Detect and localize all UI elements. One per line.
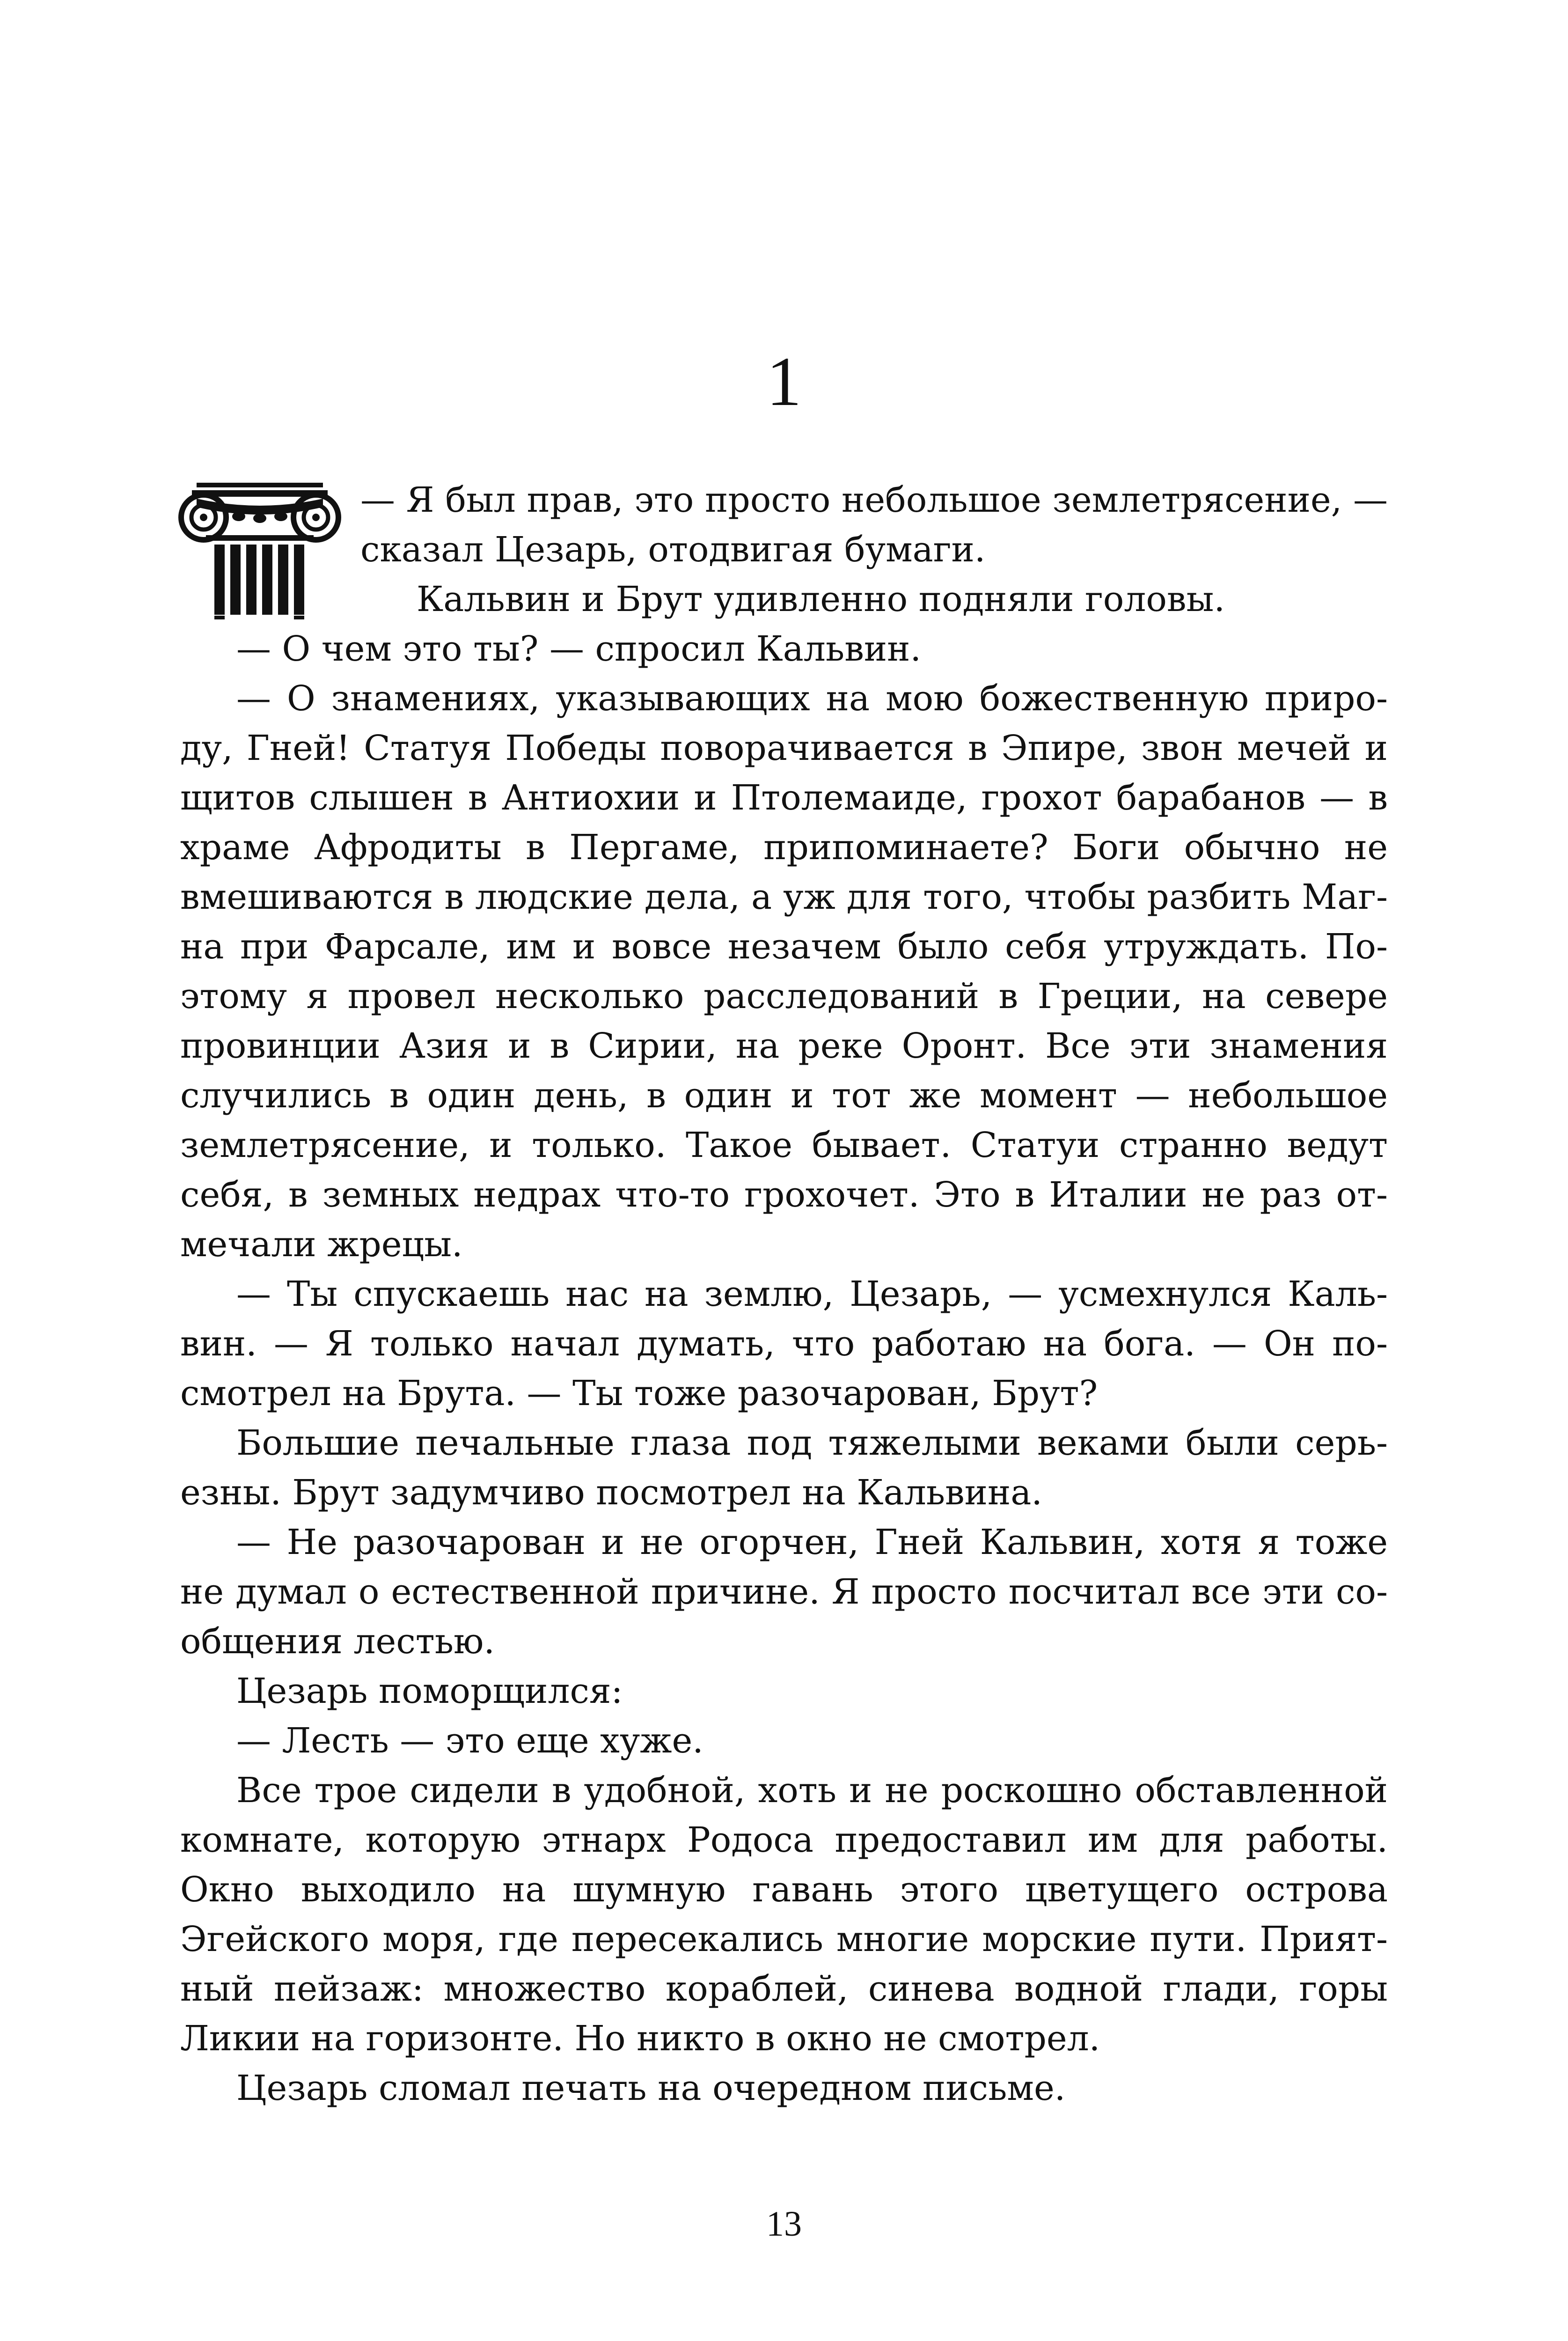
- page-number: 13: [766, 2204, 802, 2244]
- ionic-column-capital-icon: [178, 480, 342, 620]
- paragraph: Кальвин и Брут удивленно подняли головы.: [417, 579, 1225, 619]
- paragraph: Цезарь сломал печать на очередном письме.: [236, 2068, 1066, 2108]
- chapter-text: [180, 475, 1388, 2113]
- paragraph: — Я был прав, это просто небольшое землетрясение, — сказал Цезарь, отодвигая бумаги.: [360, 480, 1388, 570]
- paragraph: Большие печальные глаза под тяжелыми веками были серьезны. Брут задумчиво посмотрел на Кальвина.: [180, 1423, 1388, 1513]
- paragraph: — Не разочарован и не огорчен, Гней Кальвин, хотя я тоже не думал о естественной причине. Я просто посчитал все эти сообщения лестью.: [180, 1522, 1388, 1662]
- chapter-number: 1: [766, 343, 802, 420]
- paragraph: Все трое сидели в удобной, хоть и не роскошно обставленной комнате, которую этнарх Родоса предоставил им для работы. Окно выходило на шумную гавань этого цветущего острова Эгейского моря, где пересекались многие морские пути. Приятный пейзаж: множество кораблей, синева водной глади, горы Ликии на горизонте. Но никто в окно не смотрел.: [180, 1770, 1388, 2059]
- paragraph: — Лесть — это еще хуже.: [236, 1721, 703, 1761]
- paragraph: Цезарь поморщился:: [236, 1671, 623, 1711]
- paragraph: — Ты спускаешь нас на землю, Цезарь, — усмехнулся Кальвин. — Я только начал думать, что работаю на бога. — Он посмотрел на Брута. — Ты тоже разочарован, Брут?: [180, 1274, 1388, 1413]
- paragraph: — О знамениях, указывающих на мою божественную природу, Гней! Статуя Победы поворачивается в Эпире, звон мечей и щитов слышен в Антиохии и Птолемаиде, грохот барабанов — в храме Афродиты в Пергаме, припоминаете? Боги обычно не вмешиваются в людские дела, а уж для того, чтобы разбить Магна при Фарсале, им и вовсе незачем было себя утруждать. Поэтому я провел несколько расследований в Греции, на севере провинции Азия и в Сирии, на реке Оронт. Все эти знамения случились в один день, в один и тот же момент — небольшое землетрясение, и только. Такое бывает. Статуи странно ведут себя, в земных недрах что-то грохочет. Это в Италии не раз отмечали жрецы.: [180, 678, 1388, 1265]
- paragraph: — О чем это ты? — спросил Кальвин.: [236, 629, 922, 669]
